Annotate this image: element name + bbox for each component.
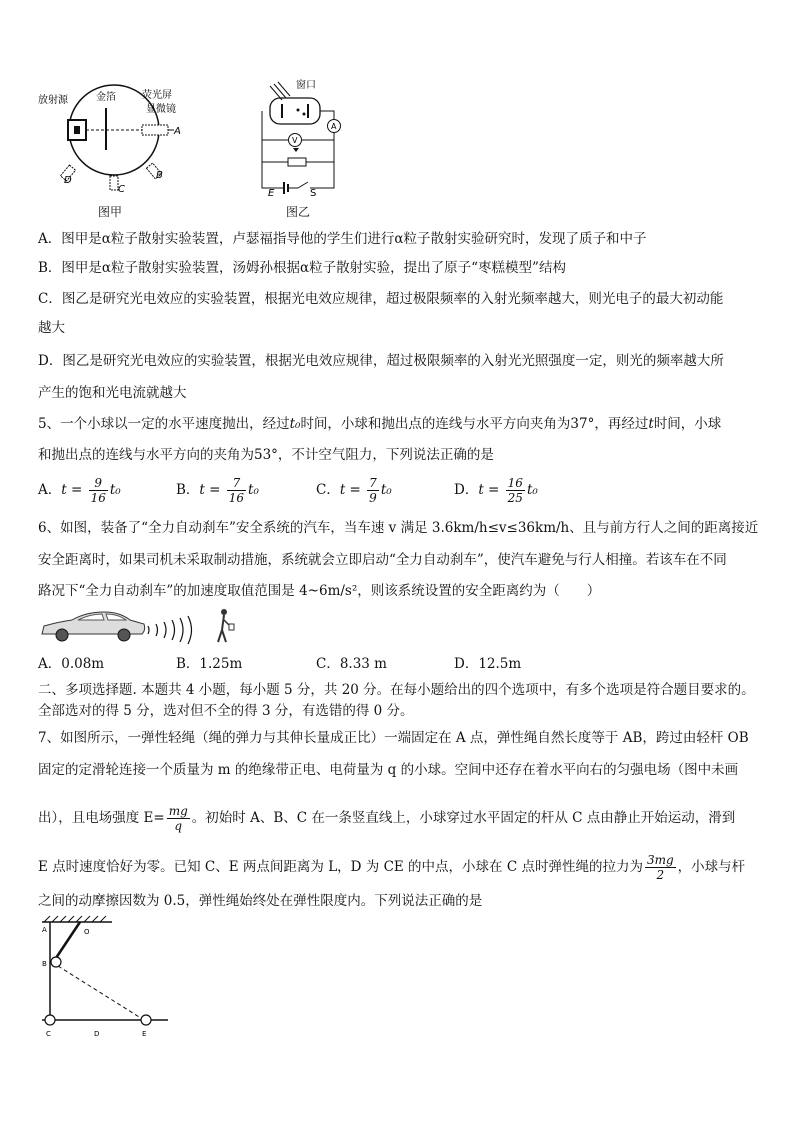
caption-fig-a: 图甲 [98, 205, 123, 219]
figure-alpha-scattering [34, 80, 194, 220]
label-a: A [42, 926, 47, 934]
label-voltmeter: V [292, 136, 298, 145]
label-e: E [142, 1030, 147, 1038]
q7-stem-line4: E 点时速度恰好为零。已知 C、E 两点间距离为 L，D 为 CE 的中点，小球在 C 点时弹性绳的拉力为 $\frac{3mg}{2}$ ，小球与杆 [38, 853, 746, 882]
q6-option-a: A．0.08m [38, 656, 105, 672]
q4-option-d-line1: D．图乙是研究光电效应的实验装置，根据光电效应规律，超过极限频率的入射光光照强度一定，则光的频率越大所 [38, 353, 724, 369]
label-microscope: 显微镜 [146, 104, 176, 115]
q6-option-c: C．8.33 m [316, 656, 387, 672]
label-e: E [268, 188, 275, 199]
label-s: S [310, 188, 317, 199]
label-source: 放射源 [38, 95, 68, 106]
section2-header-line2: 全部选对的得 5 分，选对但不全的得 3 分，有选错的得 0 分。 [38, 703, 414, 719]
label-b: B [42, 960, 47, 968]
q6-stem-line1: 6、如图，装备了“全力自动刹车”安全系统的汽车，当车速 v 满足 3.6km/h≤v≤36km/h、且与前方行人之间的距离接近 [38, 520, 759, 536]
caption-fig-b: 图乙 [286, 205, 311, 219]
label-window: 窗口 [296, 80, 316, 91]
q6-option-d: D．12.5m [454, 656, 522, 672]
figure-car-pedestrian [38, 604, 238, 646]
figure-q7-elastic-rope [30, 912, 180, 1040]
label-d: D [64, 175, 72, 186]
label-d: D [94, 1030, 100, 1038]
q6-stem-line2: 安全距离时，如果司机未采取制动措施，系统就会立即启动“全力自动刹车”，使汽车避免与行人相撞。若该车在不同 [38, 552, 727, 568]
label-screen: 荧光屏 [142, 90, 172, 101]
q5-option-d: D．t = $\frac{16}{25}$ t₀ [454, 476, 538, 505]
label-c: C [46, 1030, 51, 1038]
q6-stem-line3: 路况下“全力自动刹车”的加速度取值范围是 4~6m/s²，则该系统设置的安全距离约为（ ） [38, 583, 601, 599]
label-ammeter: A [331, 122, 337, 131]
q4-option-d-line2: 产生的饱和光电流就越大 [38, 385, 187, 401]
q7-stem-line1: 7、如图所示，一弹性轻绳（绳的弹力与其伸长量成正比）一端固定在 A 点，弹性绳自然长度等于 AB，跨过由轻杆 OB [38, 730, 749, 746]
q5-option-b: B．t = $\frac{7}{16}$ t₀ [176, 476, 259, 505]
q5-option-c: C．t = $\frac{7}{9}$ t₀ [316, 476, 392, 505]
q5-stem-line1: 5、一个小球以一定的水平速度抛出，经过t₀时间，小球和抛出点的连线与水平方向夹角为37°，再经过t时间，小球 [38, 416, 722, 432]
q4-option-c-line2: 越大 [38, 320, 65, 336]
q4-option-a: A．图甲是α粒子散射实验装置，卢瑟福指导他的学生们进行α粒子散射实验研究时，发现了质子和中子 [38, 231, 647, 247]
label-foil: 金箔 [96, 92, 116, 103]
q5-stem-line2: 和抛出点的连线与水平方向的夹角为53°，不计空气阻力，下列说法正确的是 [38, 447, 494, 463]
q4-option-b: B．图甲是α粒子散射实验装置，汤姆孙根据α粒子散射实验，提出了原子“枣糕模型”结构 [38, 260, 566, 276]
label-a: A [174, 126, 181, 137]
label-c: C [118, 184, 125, 195]
q5-option-a: A．t = $\frac{9}{16}$ t₀ [38, 476, 121, 505]
q7-stem-line5: 之间的动摩擦因数为 0.5，弹性绳始终处在弹性限度内。下列说法正确的是 [38, 893, 483, 909]
q7-stem-line3: 出），且电场强度 E= $\frac{mg}{q}$ 。初始时 A、B、C 在一条竖直线上，小球穿过水平固定的杆从 C 点由静止开始运动，滑到 [38, 804, 736, 833]
q6-option-b: B．1.25m [176, 656, 243, 672]
label-b: B [156, 170, 163, 181]
q7-stem-line2: 固定的定滑轮连接一个质量为 m 的绝缘带正电、电荷量为 q 的小球。空间中还存在着水平向右的匀强电场（图中未画 [38, 762, 739, 778]
section2-header-line1: 二、多项选择题. 本题共 4 小题，每小题 5 分，共 20 分。在每小题给出的四个选项中，有多个选项是符合题目要求的。 [38, 682, 755, 698]
q4-option-c-line1: C．图乙是研究光电效应的实验装置，根据光电效应规律，超过极限频率的入射光频率越大，则光电子的最大初动能 [38, 291, 724, 307]
figure-photoelectric-circuit [252, 78, 352, 202]
label-o: O [84, 928, 90, 936]
